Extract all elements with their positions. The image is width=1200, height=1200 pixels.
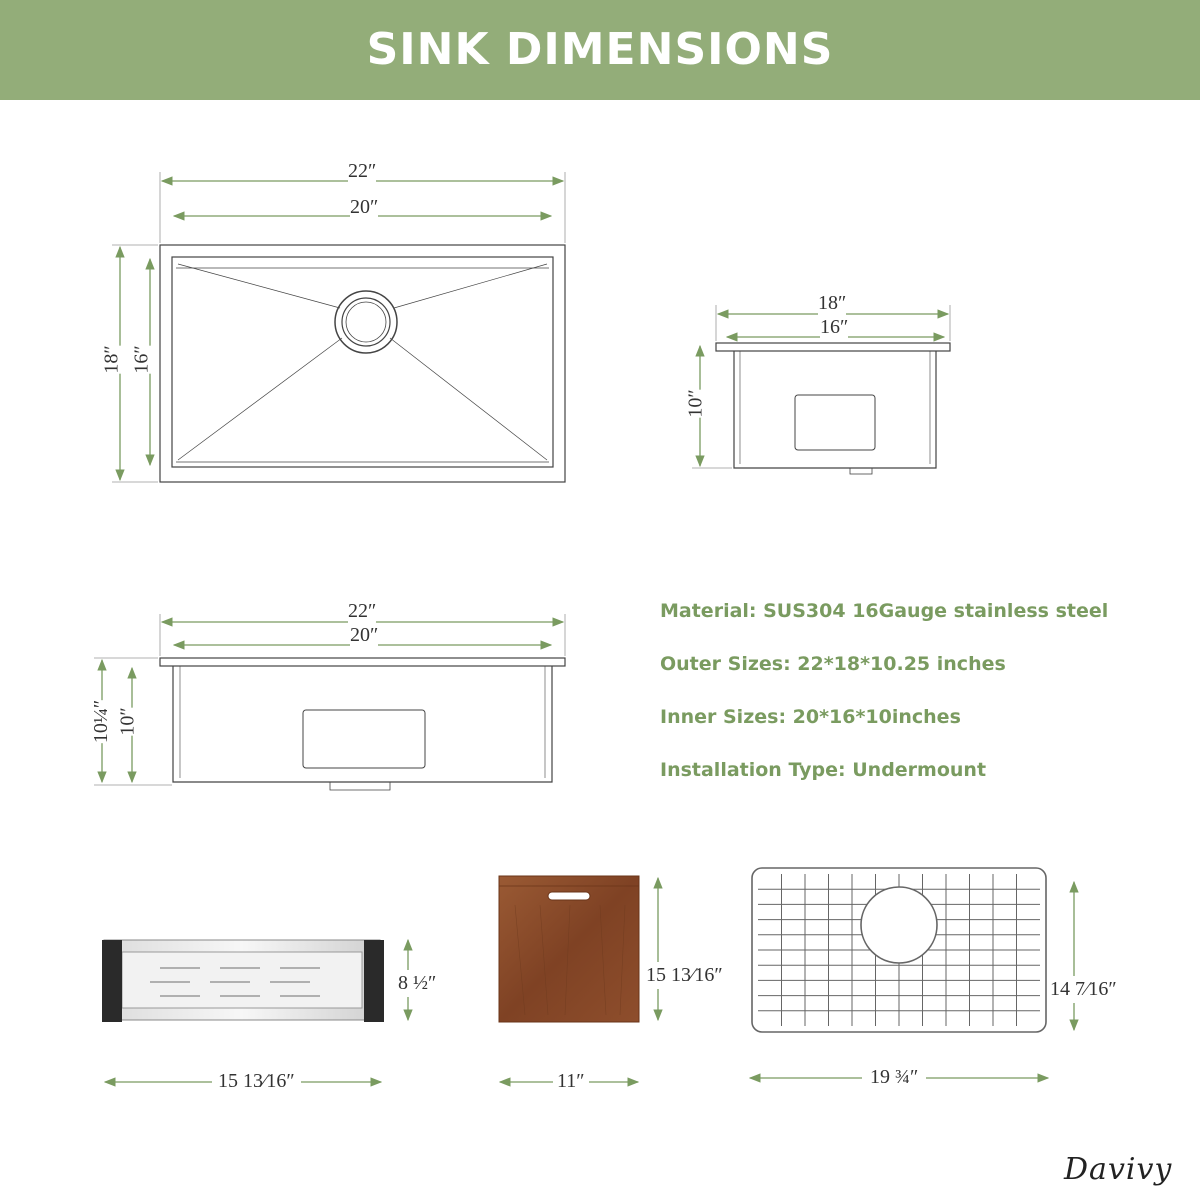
front-view-sink (160, 658, 565, 790)
spec-material: Material: SUS304 16Gauge stainless steel (660, 600, 1109, 622)
colander-height-label: 8 ½″ (398, 970, 436, 997)
side-outer-width-label: 18″ (818, 292, 847, 314)
spec-outer-sizes: Outer Sizes: 22*18*10.25 inches (660, 653, 1006, 675)
top-view-sink (160, 245, 565, 482)
top-outer-width-label: 22″ (348, 160, 377, 182)
front-inner-width-label: 20″ (350, 624, 379, 646)
front-outer-width-label: 22″ (348, 600, 377, 622)
top-inner-width-label: 20″ (350, 196, 379, 218)
grid-width-label: 19 ¾″ (862, 1066, 926, 1089)
grid-height-label: 14 7⁄16″ (1050, 976, 1117, 1003)
front-outer-height-label: 10¼″ (90, 699, 113, 744)
top-view-dimension-lines (112, 172, 565, 482)
cutting-board-height-label: 15 13⁄16″ (646, 962, 723, 989)
front-view-dimension-lines (94, 614, 565, 785)
side-inner-width-label: 16″ (820, 316, 849, 338)
spec-inner-sizes: Inner Sizes: 20*16*10inches (660, 706, 961, 728)
spec-installation-type: Installation Type: Undermount (660, 759, 987, 781)
cutting-board (499, 876, 639, 1022)
bottom-grid (752, 868, 1046, 1032)
cutting-board-width-label: 11″ (553, 1070, 589, 1093)
colander (102, 940, 384, 1022)
brand-logo: Davivy (1064, 1152, 1173, 1187)
front-inner-height-label: 10″ (116, 707, 139, 736)
top-outer-depth-label: 18″ (100, 345, 123, 374)
side-view-sink (716, 343, 950, 474)
colander-width-label: 15 13⁄16″ (212, 1070, 301, 1093)
top-inner-depth-label: 16″ (130, 345, 153, 374)
side-height-label: 10″ (684, 389, 707, 418)
page-title: SINK DIMENSIONS (366, 24, 834, 75)
